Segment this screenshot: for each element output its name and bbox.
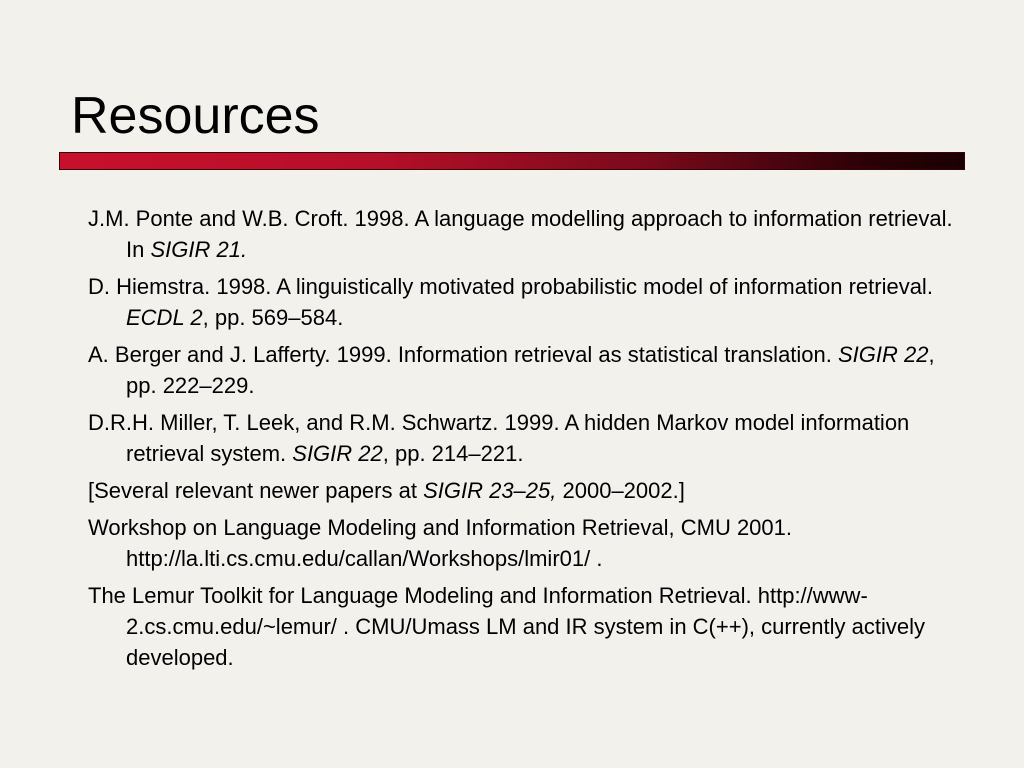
reference-pages: , pp. 569–584. (202, 305, 344, 330)
reference-text: J.M. Ponte and W.B. Croft. 1998. A language modelling approach to information retrieval. In (88, 206, 953, 262)
reference-text: Workshop on Language Modeling and Information Retrieval, CMU 2001. http://la.lti.cs.cmu.edu/callan/Workshops/lmir01/ . (88, 515, 792, 571)
reference-item (88, 271, 968, 333)
reference-item (88, 339, 968, 401)
reference-item (88, 407, 968, 469)
slide-title: Resources (71, 87, 320, 145)
reference-text: A. Berger and J. Lafferty. 1999. Information retrieval as statistical translation. (88, 342, 838, 367)
reference-list (88, 203, 968, 679)
reference-pages: , pp. 222–229. (126, 342, 935, 398)
reference-item (88, 580, 968, 673)
reference-venue: SIGIR 23–25, (423, 478, 557, 503)
reference-pages: , pp. 214–221. (382, 441, 524, 466)
reference-text: D.R.H. Miller, T. Leek, and R.M. Schwartz. 1999. A hidden Markov model information retrieval system. (88, 410, 910, 466)
reference-item (88, 475, 968, 506)
title-divider-bar (59, 152, 965, 170)
reference-venue: SIGIR 22 (838, 342, 929, 367)
reference-text: D. Hiemstra. 1998. A linguistically motivated probabilistic model of information retrieval. (88, 274, 933, 299)
reference-item (88, 512, 968, 574)
reference-venue: SIGIR 21. (150, 237, 248, 262)
reference-venue: ECDL 2 (126, 305, 203, 330)
reference-text: [Several relevant newer papers at (88, 478, 424, 503)
reference-pages: 2000–2002.] (556, 478, 685, 503)
reference-venue: SIGIR 22 (292, 441, 383, 466)
reference-text: The Lemur Toolkit for Language Modeling and Information Retrieval. http://www-2.cs.cmu.edu/~lemur/ . CMU/Umass LM and IR system in C(++), currently actively developed. (88, 583, 925, 670)
reference-item (88, 203, 968, 265)
